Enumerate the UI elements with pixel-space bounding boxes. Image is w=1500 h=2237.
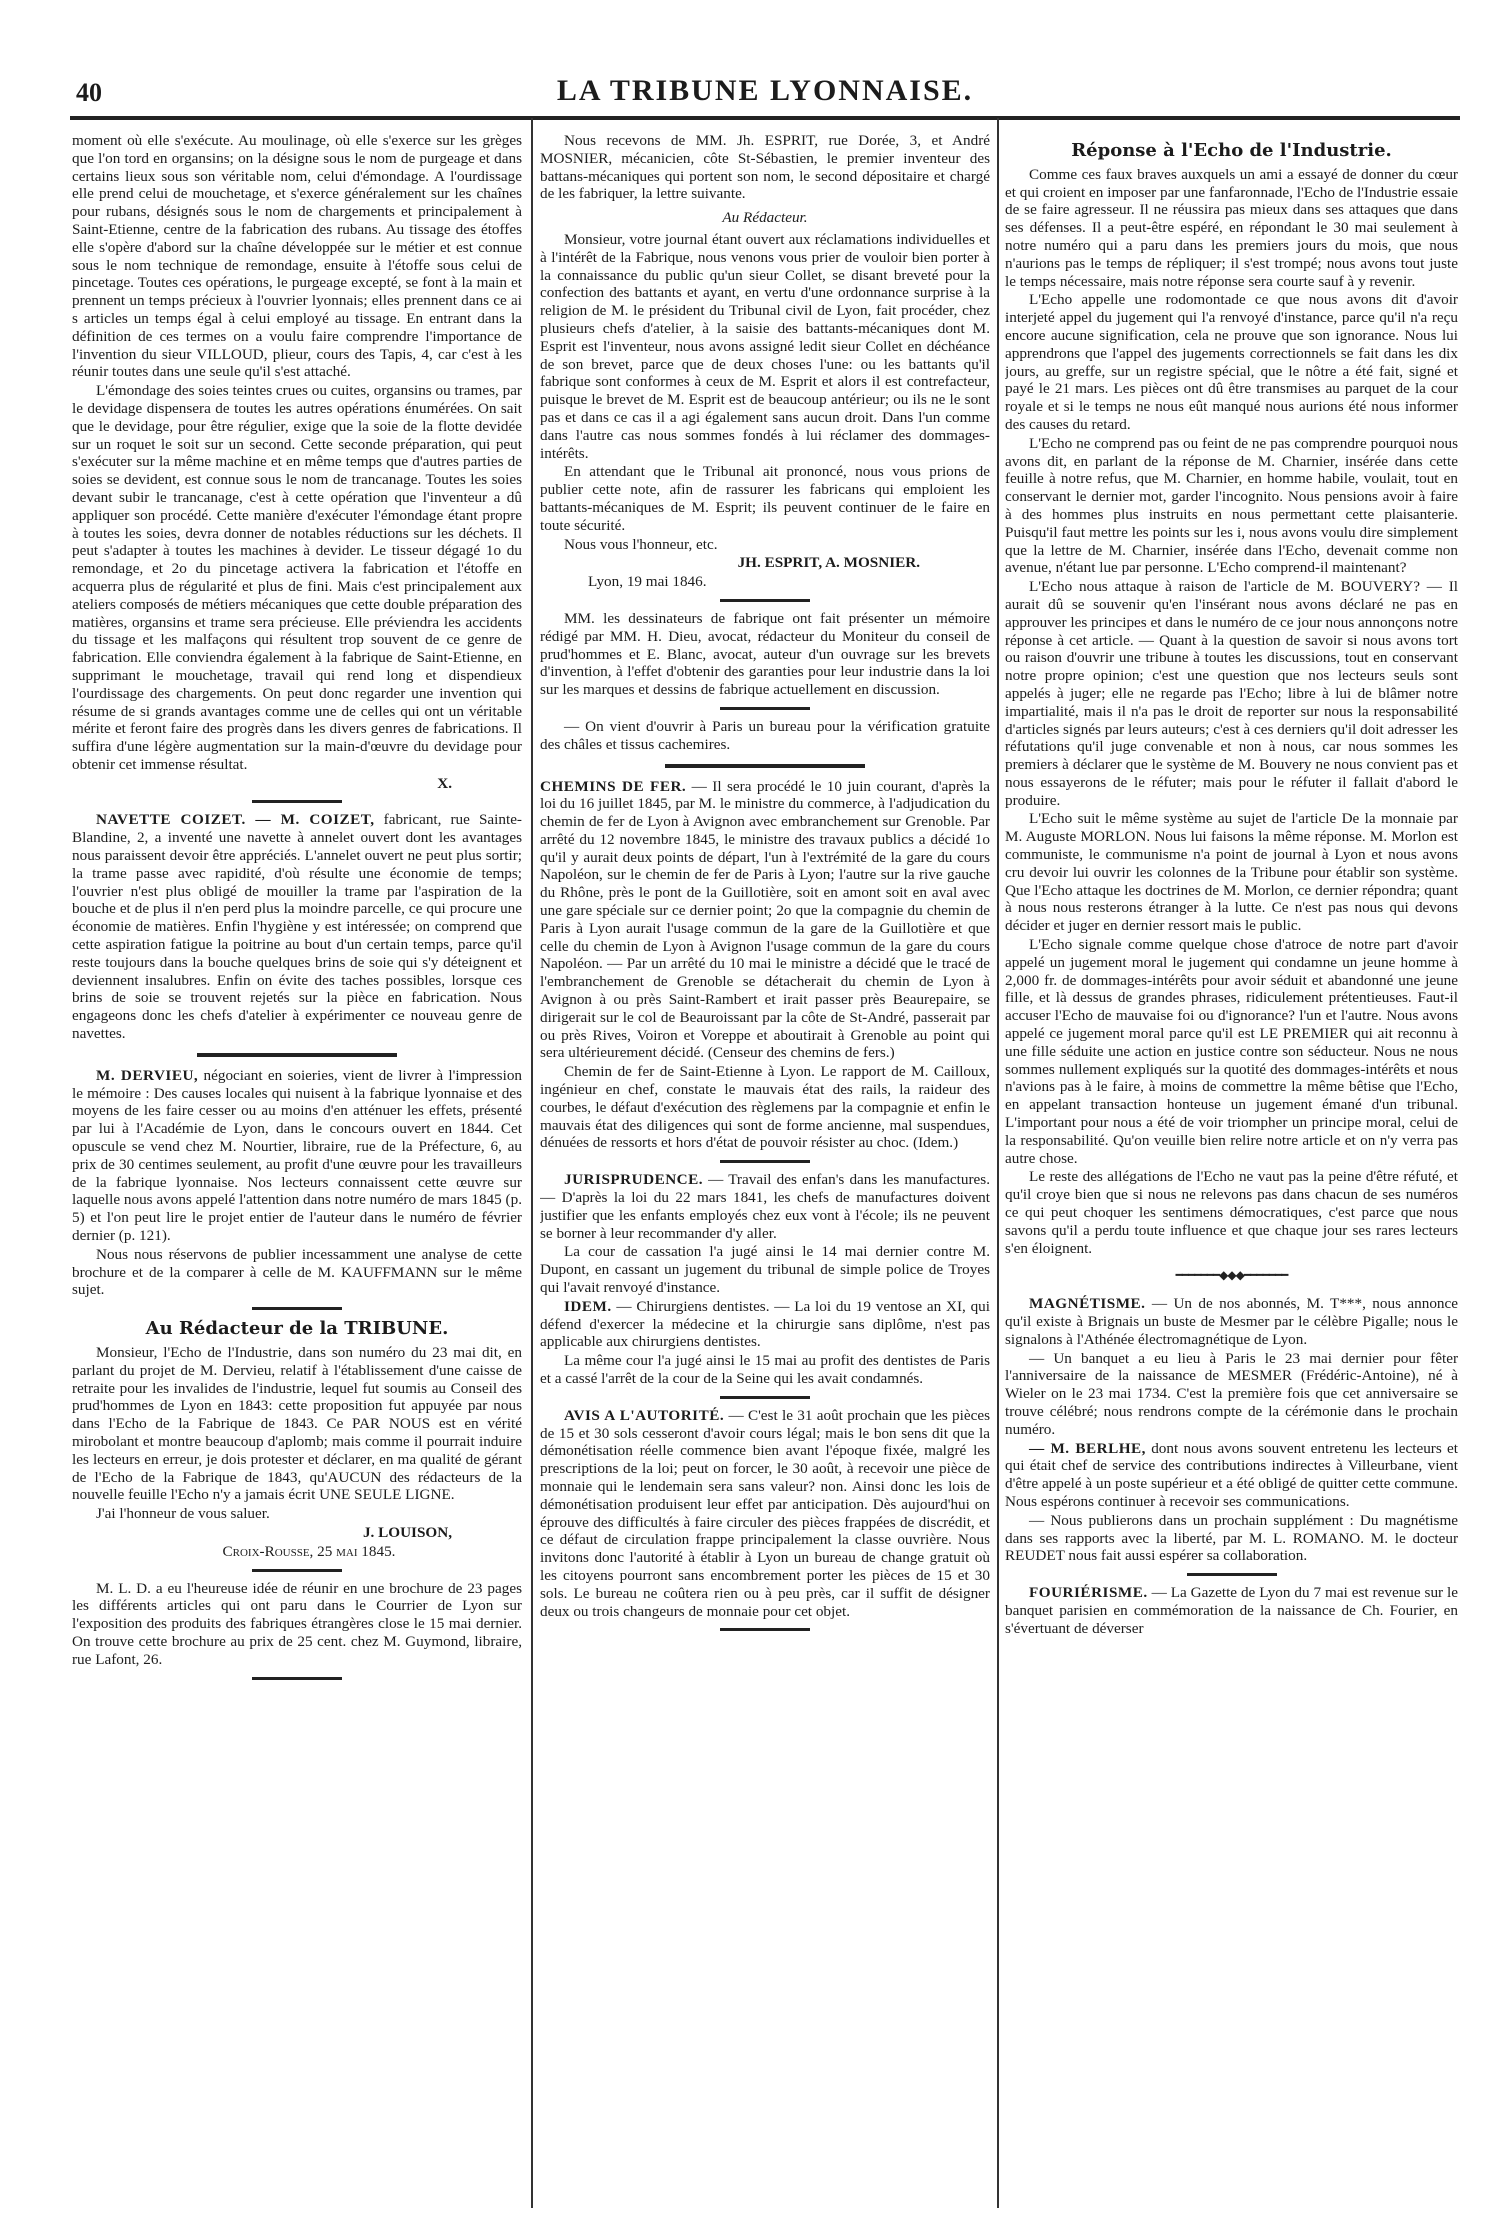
article-lead: M. DERVIEU,: [96, 1066, 199, 1084]
article-paragraph: Nous vous l'honneur, etc.: [564, 535, 718, 553]
article-text: — Un de nos abonnés, M. T***, nous annonce qu'il existe à Brignais un buste de Mesmer par le célèbre Pigalle; nous le signalons à l'Athénée électromagnétique de Lyon.: [1005, 1295, 1458, 1348]
article-signature-date: Lyon, 19 mai 1846.: [588, 573, 707, 591]
article-paragraph: [540, 778, 990, 1063]
separator: [720, 1396, 810, 1399]
article-signature: J. LOUISON,: [362, 1523, 452, 1541]
article-paragraph: J'ai l'honneur de vous saluer.: [96, 1505, 270, 1523]
article-paragraph: L'Echo nous attaque à raison de l'article de M. BOUVERY? — Il aurait dû se souvenir qu'en l'insérant nous avons déclaré ne pas en approuver les principes et dans le numéro de ce jour nous annonçons notre réponse à cet article. — Quant à la question de savoir si nous avons tort ou raison d'ouvrir une tribune à toutes les discussions, tout en conservant notre propre opinion; c'est une question que nos lecteurs seuls sont appelés à juger; elle ne regarde pas l'Echo; libre à lui de blâmer notre impartialité, mais il n'a pas le droit de reporter sur nous la responsabilité d'articles signés par leurs auteurs; c'est à ces derniers qu'il doit adresser les réfutations qu'il juge convenable et non à nous, car nous sommes les premiers à déclarer que le système de M. Bouvery ne nous convient pas et nous essayerons de le réfuter; mais pour le réfuter il fallait d'abord le produire.: [1005, 578, 1458, 809]
article-paragraph: Chemin de fer de Saint-Etienne à Lyon. Le rapport de M. Cailloux, ingénieur en chef, constate le mauvais état des rails, la raideur des courbes, le défaut d'exécution des règlemens par la compagnie et enfin le mauvais état des diligences qui sont de forme ancienne, mal suspendues, dénuées de ressorts et hors d'état de pouvoir résister au choc. (Idem.): [540, 1063, 990, 1152]
article-paragraph: Le reste des allégations de l'Echo ne vaut pas la peine d'être réfuté, et qu'il croye bien que si nous ne relevons pas dans chacun de ses numéros ce qui peut choquer les sentimens démocratiques, c'est parce que nous savons qu'il a perdu toute influence et que chaque jour ses rares lecteurs s'en éloignent.: [1005, 1168, 1458, 1257]
article-signature-place: Croix-Rousse, 25 mai 1845.: [222, 1542, 396, 1560]
article-paragraph: [72, 811, 522, 1042]
page-header: [70, 72, 1460, 116]
article-paragraph: [1005, 1295, 1458, 1348]
separator: [1187, 1573, 1277, 1576]
article-text: fabricant, rue Sainte-Blandine, 2, a inventé une navette à annelet ouvert dont les avantages nous paraissent devoir être appréciés. L'annelet ouvert ne peut plus sortir; la trame passe avec rapidité, d'où résulte une économie de temps; l'ouvrier n'est plus obligé de mouiller la trame par l'aspiration de la bouche et de plus il n'en perd plus la moindre parcelle, ce qui procure une économie de matières. Enfin l'hygiène y est intéressée; on comprend que cette aspiration fatigue la poitrine au bout d'un certain temps, parce qu'il reste toujours dans la bouche quelques brins de soie qui s'y déteignent et deviennent insalubres. Enfin on évite des taches possibles, lorsque ces brins de soie se trouvent rejetés sur la pièce en fabrication. Nous engageons donc les chefs d'atelier à expérimenter ce nouveau genre de navettes.: [72, 811, 522, 1043]
article-lead: IDEM.: [564, 1297, 612, 1315]
article-lead: JURISPRUDENCE.: [564, 1171, 704, 1189]
article-paragraph: En attendant que le Tribunal ait prononcé, nous vous prions de publier cette note, afin de rassurer les fabricans qui emploient les battants-mécaniques de M. Esprit; ils peuvent continuer de le faire en toute sécurité.: [540, 463, 990, 534]
column-divider: [531, 118, 533, 2208]
article-signature: X.: [437, 774, 452, 792]
article-paragraph: [1005, 1584, 1458, 1637]
article-text: — Travail des enfan's dans les manufactures. — D'après la loi du 22 mars 1841, les chefs de manufactures doivent justifier que les enfants employés chez eux vont à l'école; ils ne peuvent se borner à leur recommander d'y aller.: [540, 1171, 990, 1242]
article-lead: MAGNÉTISME.: [1029, 1295, 1146, 1313]
article-lead: NAVETTE COIZET. — M. COIZET,: [96, 811, 375, 829]
article-paragraph: M. L. D. a eu l'heureuse idée de réunir en une brochure de 23 pages les différents articles qui ont paru dans le Courrier de Lyon sur l'exposition des produits des fabriques étrangères close le 15 mai dernier. On trouve cette brochure au prix de 25 cent. chez M. Guymond, libraire, rue Lafont, 26.: [72, 1579, 522, 1668]
section-title: Au Rédacteur de la TRIBUNE.: [145, 1318, 449, 1340]
separator: [197, 1053, 397, 1057]
ornamental-separator: ━━━━━━━◆◆◆━━━━━━━: [1175, 1268, 1288, 1283]
header-rule: [70, 116, 1460, 120]
article-paragraph: [72, 1067, 522, 1245]
article-lead: — M. BERLHE,: [1029, 1439, 1146, 1457]
article-text: — Chirurgiens dentistes. — La loi du 19 ventose an XI, qui défend d'exercer la médecine et la chirurgie sans diplôme, n'est pas applicable aux chirurgiens dentistes.: [540, 1297, 990, 1351]
article-paragraph: L'Echo appelle une rodomontade ce que nous avons dit d'avoir interjeté appel du jugement qui l'a renvoyé d'instance, parce qu'il n'a reçu encore aucune signification, cela ne prouve que son ignorance. Nous lui apprendrons que l'appel des jugements correctionnels se fait dans les dix jours, au greffe, sur un registre spécial, que le nôtre a été fait, signé et payé le 21 mars. Les pièces ont dû être transmises au parquet de la cour royale et si le temps ne nous eût manqué nous aurions été nous informer des causes du retard.: [1005, 291, 1458, 433]
article-lead: AVIS A L'AUTORITÉ.: [564, 1406, 725, 1424]
article-paragraph: L'émondage des soies teintes crues ou cuites, organsins ou trames, par le devidage dispensera de toutes les autres opérations énumérées. On sait que le devidage, pour être régulier, exige que la soie de la flotte devidée sur un roquet le soit sur un second. Cette seconde préparation, qui peut s'exécuter sur la même machine et en même temps que d'autres parties de soies se devident, est connue sous le nom de trancanage. Toutes les soies devant subir le trancanage, c'est à cette opération que l'inventeur a dû appliquer son procédé. Cette manière d'exécuter l'émondage étant propre à toutes les soies, devra donner de notables réductions sur les déchets. Il peut s'adapter à toutes les machines à devider. Le tisseur dégagé 1o du remondage, et 2o du pincetage activera la fabrication et l'étoffe en acquerra plus de régularité et plus de fini. Mais c'est principalement aux ateliers composés de métiers mécaniques que cette double préparation des matières, organsins et trame sera précieuse. Elle préviendra les accidents du tissage et les malfaçons qui résultent trop souvent de ce genre de fabrication. Elle conviendra également à la fabrique de Saint-Etienne, en supprimant le mouchetage, travail qui rend long et dispendieux l'ourdissage des chargements. On peut donc regarder une invention qui résume de si grands avantages comme une de celles qui ont un véritable mérite et feront faire des progrès dans les divers genres de fabrications. Il suffira d'une légère augmentation sur la main-d'œuvre du devidage pour obtenir cet immense résultat.: [72, 382, 522, 773]
letter-salutation-title: Au Rédacteur.: [722, 209, 808, 227]
article-paragraph: [540, 1171, 990, 1242]
article-paragraph: moment où elle s'exécute. Au moulinage, où elle s'exerce sur les grèges que l'on tord en organsins; on la désigne sous le nom de purgeage et dans certains lieux sous son véritable nom, celui d'émondage. A l'ourdissage elle prend celui de mouchetage, et s'exerce généralement sur les chaînes pour rubans, désignés sous le nom de chargements et principalement à Saint-Etienne, centre de la fabrication des rubans. Au tissage des étoffes elle s'opère d'abord sur la chaîne développée sur le métier et est connue sous le nom technique de remondage, ensuite à l'étoffe sous celui de pincetage. Toutes ces opérations, le purgeage excepté, se font à la main et prennent un temps précieux à l'ouvrier lyonnais; elles prennent dans ce ai s articles un temps égal à celui employé au tissage. En entrant dans la définition de ces termes on a voulu faire comprendre l'importance de l'invention du sieur VILLOUD, plieur, cours des Tapis, 4, car c'est à les réunir toutes dans une seule qu'il s'est attaché.: [72, 132, 522, 381]
article-paragraph: La même cour l'a jugé ainsi le 15 mai au profit des dentistes de Paris et a cassé l'arrêt de la cour de la Seine qui les avait condamnés.: [540, 1352, 990, 1387]
article-paragraph: L'Echo signale comme quelque chose d'atroce de notre part d'avoir appelé un jugement moral le jugement qui condamne un jeune homme à 2,000 fr. de dommages-intérêts pour avoir séduit et abandonné une jeune fille, et là dessus de grandes phrases, ridiculement prétentieuses. Faut-il accuser l'Echo de mauvaise foi ou d'ignorance? l'un et l'autre. Nous avons appelé ce jugement moral parce qu'il est LE PREMIER qui ait reconnu à une fille séduite une action en justice contre son séducteur. Nous ne nous sommes nullement expliqués sur la quotité des dommages-intérêts et nous n'avions pas à le faire, à moins de commettre la même bêtise que l'Echo, en appelant transaction honteuse un jugement émané d'un tribunal. L'important pour nous a été de voir triompher un principe moral, celui de la responsabilité. Qu'on veuille bien relire notre article et on n'y verra pas autre chose.: [1005, 936, 1458, 1167]
article-paragraph: Monsieur, l'Echo de l'Industrie, dans son numéro du 23 mai dit, en parlant du projet de M. Dervieu, relatif à l'établissement d'une caisse de retraite pour les invalides de l'industrie, lequel fut soumis au Conseil des prud'hommes de Lyon en 1843: cette proposition fut appuyée par nous dans l'Echo de la Fabrique de 1843. Ce PAR NOUS est en vérité mirobolant et montre beaucoup d'aplomb; mais comme il pourrait induire les lecteurs en erreur, je dois protester et déclarer, en ma qualité de gérant de l'Echo de la Fabrique de 1843, qu'AUCUN des rédacteurs de la nouvelle feuille l'Echo n'y a jamais écrit UNE SEULE LIGNE.: [72, 1344, 522, 1504]
article-paragraph: [540, 1407, 990, 1621]
column-left: [72, 132, 522, 2202]
article-paragraph: La cour de cassation l'a jugé ainsi le 14 mai dernier contre M. Dupont, en cassant un jugement du tribunal de simple police de Troyes qui l'avait renvoyé d'instance.: [540, 1243, 990, 1297]
separator: [665, 764, 865, 768]
column-divider: [997, 118, 999, 2208]
article-text: — C'est le 31 août prochain que les pièces de 15 et 30 sols cesseront d'avoir cours légal; mais le bon sens dit que la démonétisation réelle commence bien avant l'époque fixée, malgré les prescriptions de la loi; peut on forcer, le 30 août, à recevoir une pièce de monnaie qui le lendemain sera sans valeur? non. Ainsi donc les lois de démonétisation produisent leur effet par anticipation. Dès aujourd'hui on éprouve des difficultés à faire circuler des pièces frappées de discrédit, et ce défaut de circulation frappe principalement la classe ouvrière. Nous invitons donc l'autorité à établir à Lyon un bureau de change gratuit où les citoyens pourront sans encombrement porter les pièces de 15 et 30 sols. Le bureau ne coûtera rien ou à peu près, car il suffit de désigner deux ou trois changeurs de monnaie pour cet objet.: [540, 1406, 990, 1620]
article-paragraph: — Nous publierons dans un prochain supplément : Du magnétisme dans ses rapports avec la liberté, par M. L. ROMANO. M. le docteur REUDET nous fait aussi espérer sa collaboration.: [1005, 1511, 1458, 1565]
separator: [252, 1307, 342, 1310]
article-paragraph: Comme ces faux braves auxquels un ami a essayé de donner du cœur et qui croient en imposer par une fanfaronnade, l'Echo de l'Industrie essaie de se faire agresseur. Il ne réussira pas mieux dans ses attaques que dans ses défenses. Il a peut-être espéré, en répondant le 30 mai seulement à notre numéro qui a paru dans les premiers jours du mois, que nous n'aurions pas le temps de répliquer; il s'est trompé; nous avons tout juste le temps nécessaire, mais notre réponse sera courte sauf à y revenir.: [1005, 165, 1458, 290]
separator: [720, 1628, 810, 1631]
article-signature: JH. ESPRIT, A. MOSNIER.: [737, 554, 920, 572]
article-paragraph: L'Echo suit le même système au sujet de l'article De la monnaie par M. Auguste MORLON. Nous lui faisons la même réponse. M. Morlon est communiste, le communisme n'a point de journal à Lyon et nous avons cru devoir lui ouvrir les colonnes de la Tribune pour établir son système. Que l'Echo attaque les doctrines de M. Morlon, ce dernier répondra; quant à nous nous resterons étranger à la lutte. Ce n'est pas nous qui devons décider et juger en dernier ressort mais le public.: [1005, 810, 1458, 935]
separator: [720, 599, 810, 602]
section-title: Réponse à l'Echo de l'Industrie.: [1071, 140, 1392, 161]
journal-title: LA TRIBUNE LYONNAISE.: [556, 74, 974, 107]
article-lead: FOURIÉRISME.: [1029, 1584, 1148, 1602]
article-lead: CHEMINS DE FER.: [540, 777, 687, 795]
article-paragraph: MM. les dessinateurs de fabrique ont fait présenter un mémoire rédigé par MM. H. Dieu, avocat, rédacteur du Moniteur du conseil de prud'hommes et E. Blanc, avocat, auteur d'un ouvrage sur les brevets d'invention, à l'effet d'obtenir des garanties pour leur industrie dans la loi sur les marques et dessins de fabrique actuellement en discussion.: [540, 609, 990, 699]
article-paragraph: — On vient d'ouvrir à Paris un bureau pour la vérification gratuite des châles et tissus cachemires.: [540, 717, 990, 753]
article-text: — La Gazette de Lyon du 7 mai est revenue sur le banquet parisien en commémoration de la naissance de Ch. Fourier, en s'évertuant de déverser: [1005, 1584, 1458, 1637]
article-paragraph: L'Echo ne comprend pas ou feint de ne pas comprendre pourquoi nous avons dit, en parlant de la réponse de M. Charnier, insérée dans cette feuille à notre refus, que M. Charnier, en homme habile, voulait, tout en conservant le dernier mot, garder l'incognito. Nous pensions avoir à faire à des hommes plus instruits en nous permettant cette plaisanterie. Puisqu'il faut mettre les points sur les i, nous avons voulu dire simplement que la lettre de M. Charnier, insérée dans l'Echo, devenait comme non avenue, n'étant lue par personne. L'Echo comprend-il maintenant?: [1005, 434, 1458, 577]
article-text: — Il sera procédé le 10 juin courant, d'après la loi du 16 juillet 1845, par M. le ministre du commerce, à l'adjudication du chemin de fer de Lyon à Avignon avec embranchement sur Grenoble. Par arrêté du 12 novembre 1845, le ministre des travaux publics a décidé 1o qu'il y aurait deux points de départ, l'un à l'extrémité de la gare du cours Napoléon, sur le chemin de fer de Paris à Lyon; l'autre sur la rive gauche du Rhône, près le pont de la Guillotière, soit en amont soit en aval avec une gare spéciale sur ce dernier point; 2o que la compagnie du chemin de Paris à Lyon aurait l'usage commun de la gare de la Guillotière et que celle du chemin de Lyon à Avignon l'usage commun de la gare du cours Napoléon. — Par un arrêté du 10 mai le ministre a décidé que le tracé de l'embranchement de Grenoble se détacherait du chemin de Lyon à Avignon à ou près Saint-Rambert et irait passer près Beaurepaire, se dirigerait sur le col de Beauroissant par la côte de St-André, passerait par ou près Rives, Voiron et Voreppe et aboutirait à Grenoble au point qui sera ultérieurement décidé. (Censeur des chemins de fers.): [540, 777, 990, 1062]
separator: [252, 800, 342, 803]
page-number: 40: [76, 78, 102, 107]
article-paragraph: Nous nous réservons de publier incessamment une analyse de cette brochure et de la comparer à celle de M. KAUFFMANN sur le même sujet.: [72, 1245, 522, 1299]
separator: [720, 707, 810, 710]
separator: [252, 1677, 342, 1680]
column-right: [1005, 132, 1458, 2202]
article-text: dont nous avons souvent entretenu les lecteurs et qui était chef de service des contributions indirectes à Villeurbane, vient d'être appelé à un poste supérieur et a été obligé de quitter cette commune. Nous espérons continuer à recevoir ses communications.: [1005, 1439, 1458, 1510]
article-text: négociant en soieries, vient de livrer à l'impression le mémoire : Des causes locales qui nuisent à la fabrique lyonnaise et des moyens de les faire cesser ou au moins d'en atténuer les effets, présenté par lui à l'Académie de Lyon, dans le concours ouvert en 1844. Cet opuscule se vend chez M. Nourtier, libraire, rue de la Préfecture, 6, au prix de 30 centimes seulement, au profit d'une œuvre pour les travailleurs de la fabrique lyonnaise. Nos lecteurs connaissent cette œuvre sur laquelle nous avons appelé l'attention dans notre numéro de mars 1845 (p. 5) et l'on peut lire le projet entier de l'auteur dans le numéro de février dernier (p. 121).: [72, 1066, 522, 1245]
separator: [720, 1160, 810, 1163]
article-paragraph: Nous recevons de MM. Jh. ESPRIT, rue Dorée, 3, et André MOSNIER, mécanicien, côte St-Sébastien, le premier inventeur des battans-mécaniques qui portent son nom, le second dépositaire et chargé de les fabriquer, la lettre suivante.: [540, 132, 990, 203]
article-paragraph: [540, 1298, 990, 1351]
article-paragraph: [1005, 1440, 1458, 1511]
separator: [252, 1569, 342, 1572]
article-paragraph: — Un banquet a eu lieu à Paris le 23 mai dernier pour fêter l'anniversaire de la naissance de MESMER (Frédéric-Antoine), né à Wieler on le 23 mai 1734. C'est la première fois que cet anniversaire se trouve célébré; nous rendrons compte de la cérémonie dans le prochain numéro.: [1005, 1349, 1458, 1438]
column-middle: [540, 132, 990, 2202]
article-paragraph: Monsieur, votre journal étant ouvert aux réclamations individuelles et à l'intérêt de la Fabrique, nous venons vous prier de vouloir bien porter à la connaissance du public qu'un sieur Collet, se disant breveté pour la confection des battants et ayant, en vertu d'une ordonnance surprise à la religion de M. le président du Tribunal civil de Lyon, fait procéder, chez plusieurs chefs d'atelier, à la saisie des battants-mécaniques dont M. Esprit est l'inventeur, nous avons assigné ledit sieur Collet en déchéance de son brevet, parce que de deux choses l'une: ou les battants qu'il fabrique sont conformes à ceux de M. Esprit et alors il est contrefacteur, puisque le brevet de M. Esprit est de beaucoup antérieur; ou ils ne le sont pas et dans ce cas il a agi également sans aucun droit. Dans l'un comme dans l'autre cas nous sommes fondés à lui réclamer des dommages-intérêts.: [540, 230, 990, 462]
